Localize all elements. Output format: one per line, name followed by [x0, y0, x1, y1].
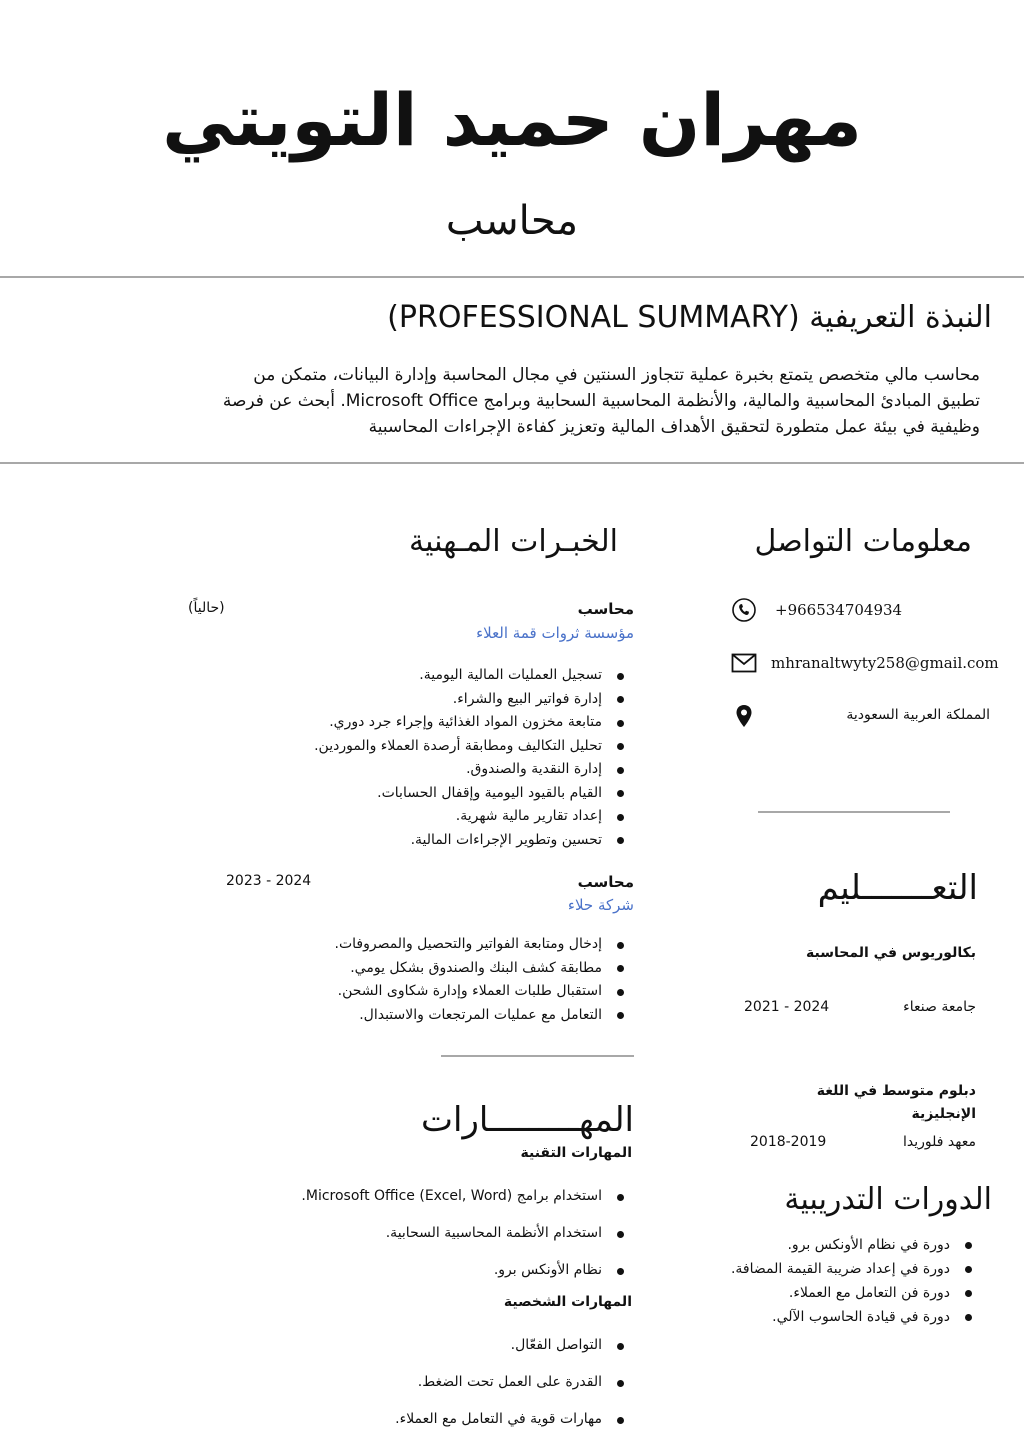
- job-tasks: [335, 933, 631, 1027]
- school-name: معهد فلوريدا: [903, 1134, 976, 1150]
- personal-skills-title: المهارات الشخصية: [503, 1294, 632, 1310]
- job-period: (حالياً): [188, 600, 225, 616]
- diploma-title: [766, 1080, 976, 1126]
- technical-skills-title: المهارات التقنية: [520, 1145, 632, 1161]
- job-title: محاسب: [577, 600, 634, 618]
- divider-contact: [758, 811, 950, 813]
- list-item: استخدام الأنظمة المحاسبية السحابية.: [301, 1215, 630, 1252]
- location-pin-icon: [731, 703, 757, 729]
- job-role: محاسب: [445, 198, 579, 244]
- list-item: تحسين وتطوير الإجراءات المالية.: [314, 829, 630, 853]
- list-item: القدرة على العمل تحت الضغط.: [395, 1364, 630, 1401]
- list-item: التواصل الفعّال.: [395, 1327, 630, 1364]
- phone-icon: [731, 597, 757, 623]
- list-item: إعداد تقارير مالية شهرية.: [314, 805, 630, 829]
- education-title: التعـــــــليم: [817, 868, 978, 908]
- list-item: استقبال طلبات العملاء وإدارة شكاوى الشحن.: [335, 980, 631, 1004]
- divider-experience: [441, 1055, 634, 1057]
- phone-number[interactable]: +966534704934: [775, 601, 903, 619]
- list-item: التعامل مع عمليات المرتجعات والاستبدال.: [335, 1004, 631, 1028]
- courses-title: الدورات التدريبية: [784, 1182, 992, 1217]
- job-period: 2023 - 2024: [226, 873, 312, 889]
- experience-title: الخبـرات المـهنية: [409, 524, 618, 559]
- company-name[interactable]: شركة حلاء: [567, 896, 634, 914]
- technical-skills-list: [301, 1178, 630, 1289]
- location-text: المملكة العربية السعودية: [846, 707, 990, 723]
- list-item: دورة في قيادة الحاسوب الآلي.: [731, 1305, 978, 1329]
- list-item: نظام الأونكس برو.: [301, 1252, 630, 1289]
- job-title: محاسب: [577, 873, 634, 891]
- job-tasks: [314, 664, 630, 852]
- company-name[interactable]: مؤسسة ثروات قمة العلاء: [476, 624, 634, 642]
- summary-line: وظيفية في بيئة عمل متطورة لتحقيق الأهداف المالية وتعزيز كفاءة الإجراءات المحاسبية: [368, 417, 980, 437]
- summary-title: النبذة التعريفية (PROFESSIONAL SUMMARY): [387, 300, 992, 335]
- list-item: تسجيل العمليات المالية اليومية.: [314, 664, 630, 688]
- list-item: تحليل التكاليف ومطابقة أرصدة العملاء والموردين.: [314, 735, 630, 759]
- summary-line: محاسب مالي متخصص يتمتع بخبرة عملية تتجاوز السنتين في مجال المحاسبة وإدارة البيانات، متمكن من: [253, 365, 980, 385]
- list-item: استخدام برامج Microsoft Office (Excel, Word).: [301, 1178, 630, 1215]
- diploma-title-line: الإنجليزية: [911, 1106, 976, 1122]
- skills-title: المهـــــــــارات: [420, 1100, 634, 1140]
- list-item: إدخال ومتابعة الفواتير والتحصيل والمصروفات.: [335, 933, 631, 957]
- list-item: متابعة مخزون المواد الغذائية وإجراء جرد دوري.: [314, 711, 630, 735]
- diploma-period: 2018-2019: [750, 1134, 827, 1150]
- summary-body: [52, 362, 980, 440]
- school-name: جامعة صنعاء: [903, 999, 976, 1015]
- list-item: القيام بالقيود اليومية وإقفال الحسابات.: [314, 782, 630, 806]
- email-address[interactable]: mhranaltwyty258@gmail.com: [771, 654, 999, 672]
- list-item: مطابقة كشف البنك والصندوق بشكل يومي.: [335, 957, 631, 981]
- divider-summary: [0, 462, 1024, 464]
- list-item: إدارة النقدية والصندوق.: [314, 758, 630, 782]
- list-item: مهارات قوية في التعامل مع العملاء.: [395, 1401, 630, 1438]
- courses-list: [731, 1233, 978, 1329]
- contact-title: معلومات التواصل: [754, 524, 972, 559]
- degree-title: بكالوريوس في المحاسبة: [806, 945, 976, 961]
- summary-line: تطبيق المبادئ المحاسبية والمالية، والأنظمة المحاسبية السحابية وبرامج Microsoft Office. أبحث عن فرصة: [222, 391, 980, 411]
- list-item: دورة فن التعامل مع العملاء.: [731, 1281, 978, 1305]
- list-item: إدارة فواتير البيع والشراء.: [314, 688, 630, 712]
- list-item: دورة في إعداد ضريبة القيمة المضافة.: [731, 1257, 978, 1281]
- degree-period: 2021 - 2024: [744, 999, 830, 1015]
- email-icon: [731, 650, 757, 676]
- list-item: دورة في نظام الأونكس برو.: [731, 1233, 978, 1257]
- divider-top: [0, 276, 1024, 278]
- personal-skills-list: [395, 1327, 630, 1438]
- candidate-name: مهران حميد التويتي: [162, 78, 862, 162]
- diploma-title-line: دبلوم متوسط في اللغة: [816, 1083, 976, 1099]
